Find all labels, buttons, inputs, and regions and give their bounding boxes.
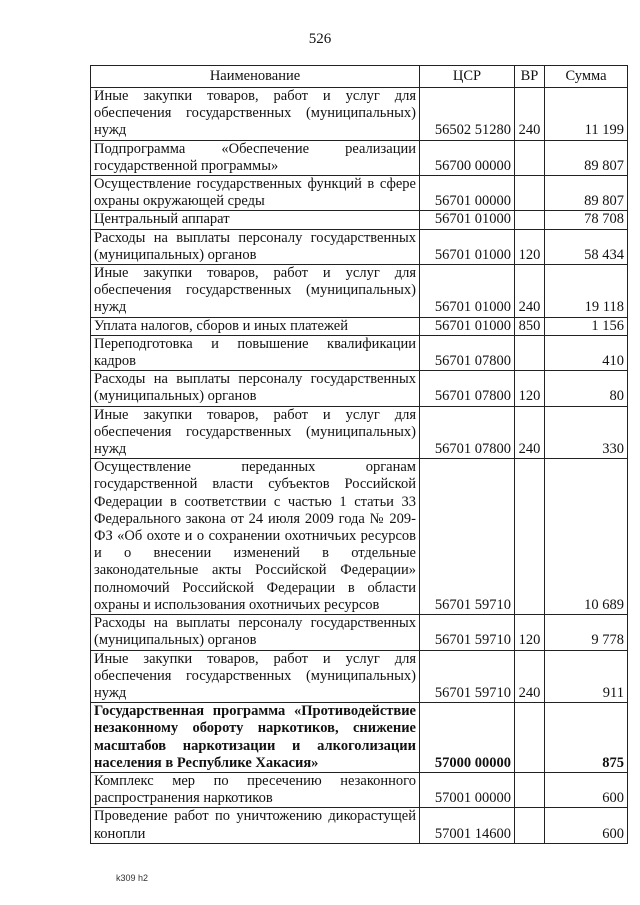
row-csr: 56701 01000: [420, 229, 515, 264]
row-vr: 240: [515, 650, 545, 703]
row-csr: 56502 51280: [420, 88, 515, 141]
row-vr: [515, 140, 545, 175]
row-csr: 56701 01000: [420, 265, 515, 318]
header-csr: ЦСР: [420, 66, 515, 88]
table-row: [91, 808, 628, 843]
header-sum: Сумма: [545, 66, 628, 88]
row-name: Проведение работ по уничтожению дикорастущей конопли: [91, 808, 420, 843]
row-sum: 875: [545, 703, 628, 773]
table-body: [91, 88, 628, 844]
row-name: Переподготовка и повышение квалификации кадров: [91, 335, 420, 370]
row-vr: [515, 459, 545, 615]
row-sum: 19 118: [545, 265, 628, 318]
table-row: [91, 140, 628, 175]
row-name: Осуществление переданных органам государственной власти субъектов Российской Федерации в соответствии с частью 1 статьи 33 Федерального закона от 24 июля 2009 года № 209-ФЗ «Об охоте и о сохранении охотничьих ресурсов и о внесении изменений в отдельные законодательные акты Российской Федерации» полномочий Российской Федерации в области охраны и использования охотничьих ресурсов: [91, 459, 420, 615]
budget-table: [90, 65, 628, 844]
row-csr: 56701 00000: [420, 176, 515, 211]
table-row: [91, 88, 628, 141]
row-vr: [515, 176, 545, 211]
row-csr: 56701 07800: [420, 371, 515, 406]
table-row: [91, 371, 628, 406]
page-number: 526: [308, 31, 332, 47]
row-vr: 240: [515, 406, 545, 459]
row-vr: 240: [515, 88, 545, 141]
table-header-row: [91, 66, 628, 88]
table-row: [91, 229, 628, 264]
row-csr: 56701 01000: [420, 317, 515, 335]
row-vr: 850: [515, 317, 545, 335]
row-sum: 600: [545, 808, 628, 843]
row-vr: [515, 808, 545, 843]
row-vr: [515, 211, 545, 229]
row-sum: 9 778: [545, 615, 628, 650]
row-sum: 330: [545, 406, 628, 459]
row-name: Расходы на выплаты персоналу государственных (муниципальных) органов: [91, 229, 420, 264]
table-row: [91, 176, 628, 211]
row-csr: 56701 01000: [420, 211, 515, 229]
row-vr: 120: [515, 229, 545, 264]
row-name: Иные закупки товаров, работ и услуг для обеспечения государственных (муниципальных) нужд: [91, 650, 420, 703]
row-sum: 600: [545, 772, 628, 807]
row-sum: 11 199: [545, 88, 628, 141]
row-sum: 410: [545, 335, 628, 370]
row-csr: 56701 59710: [420, 650, 515, 703]
header-vr: ВР: [515, 66, 545, 88]
row-name: Осуществление государственных функций в сфере охраны окружающей среды: [91, 176, 420, 211]
row-name: Государственная программа «Противодействие незаконному обороту наркотиков, снижение масштабов наркотизации и алкоголизации населения в Республике Хакасия»: [91, 703, 420, 773]
row-name: Уплата налогов, сборов и иных платежей: [91, 317, 420, 335]
row-name: Иные закупки товаров, работ и услуг для обеспечения государственных (муниципальных) нужд: [91, 88, 420, 141]
row-sum: 10 689: [545, 459, 628, 615]
row-csr: 57000 00000: [420, 703, 515, 773]
row-name: Расходы на выплаты персоналу государственных (муниципальных) органов: [91, 615, 420, 650]
row-csr: 57001 00000: [420, 772, 515, 807]
row-vr: 120: [515, 371, 545, 406]
table-row: [91, 335, 628, 370]
row-csr: 57001 14600: [420, 808, 515, 843]
row-sum: 89 807: [545, 140, 628, 175]
row-vr: [515, 335, 545, 370]
table-row: [91, 772, 628, 807]
row-vr: 120: [515, 615, 545, 650]
row-vr: 240: [515, 265, 545, 318]
row-vr: [515, 772, 545, 807]
table-row: [91, 459, 628, 615]
table-row: [91, 615, 628, 650]
row-sum: 911: [545, 650, 628, 703]
table-row: [91, 703, 628, 773]
row-sum: 80: [545, 371, 628, 406]
row-name: Расходы на выплаты персоналу государственных (муниципальных) органов: [91, 371, 420, 406]
row-sum: 1 156: [545, 317, 628, 335]
row-csr: 56701 07800: [420, 335, 515, 370]
row-csr: 56700 00000: [420, 140, 515, 175]
row-sum: 89 807: [545, 176, 628, 211]
row-sum: 78 708: [545, 211, 628, 229]
row-vr: [515, 703, 545, 773]
row-csr: 56701 59710: [420, 459, 515, 615]
row-name: Центральный аппарат: [91, 211, 420, 229]
table-row: [91, 317, 628, 335]
row-name: Подпрограмма «Обеспечение реализации государственной программы»: [91, 140, 420, 175]
table-row: [91, 265, 628, 318]
footer-code: k309 h2: [116, 873, 149, 883]
table-row: [91, 406, 628, 459]
header-name: Наименование: [91, 66, 420, 88]
row-sum: 58 434: [545, 229, 628, 264]
table-row: [91, 650, 628, 703]
row-name: Иные закупки товаров, работ и услуг для обеспечения государственных (муниципальных) нужд: [91, 265, 420, 318]
row-csr: 56701 07800: [420, 406, 515, 459]
table-row: [91, 211, 628, 229]
row-csr: 56701 59710: [420, 615, 515, 650]
row-name: Иные закупки товаров, работ и услуг для обеспечения государственных (муниципальных) нужд: [91, 406, 420, 459]
row-name: Комплекс мер по пресечению незаконного распространения наркотиков: [91, 772, 420, 807]
